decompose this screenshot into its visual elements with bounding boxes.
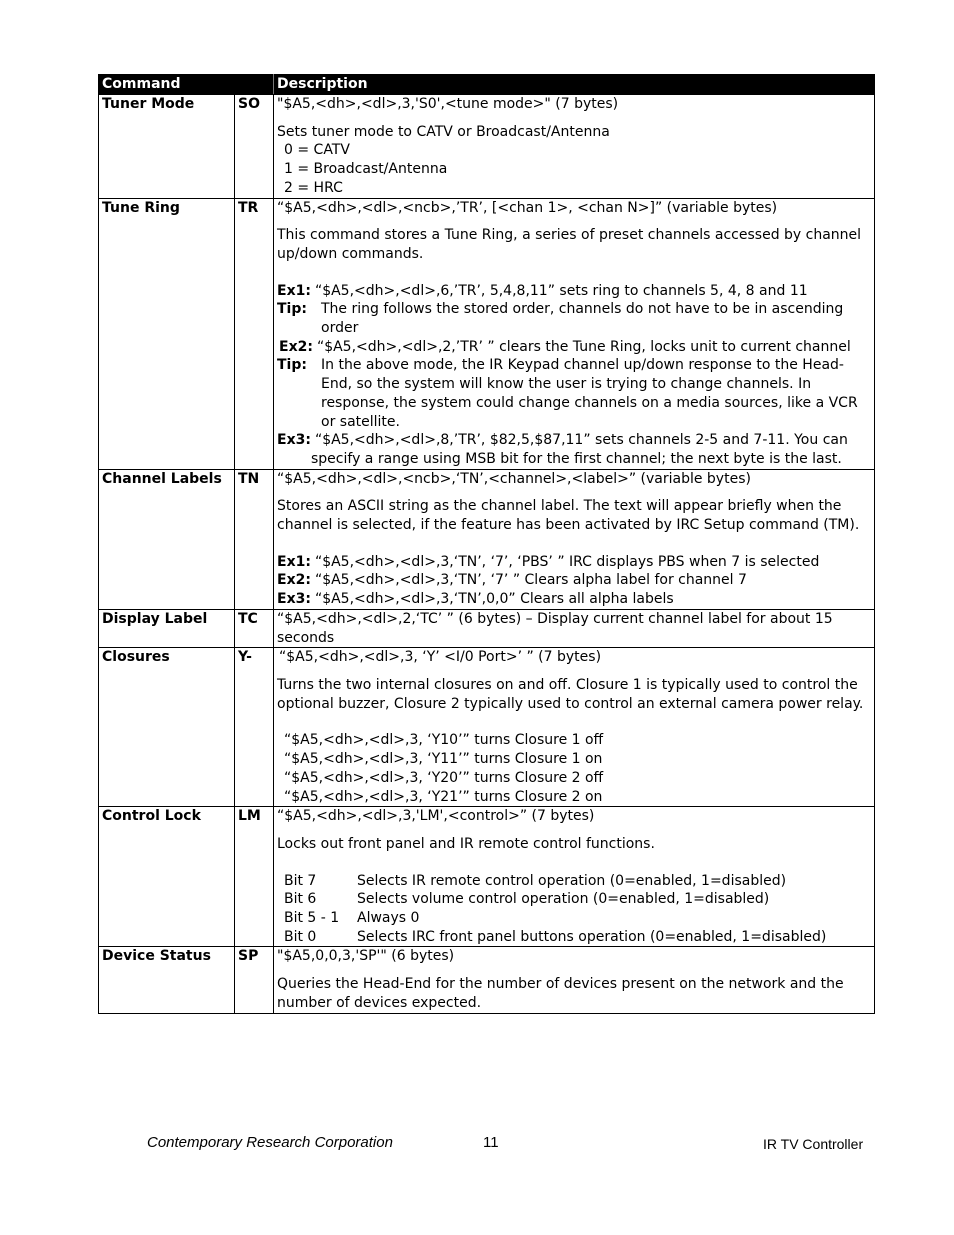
bit-label: Bit 0 [284, 928, 317, 945]
table-row [99, 469, 875, 609]
header-description: Description [274, 75, 875, 95]
closure-command: “$A5,<dh>,<dl>,3, ‘Y20’” turns Closure 2 off [284, 769, 604, 786]
description-text: Sets tuner mode to CATV or Broadcast/Antenna [277, 123, 610, 140]
table-row [99, 648, 875, 807]
example-3 [277, 431, 871, 450]
description-text: Queries the Head-End for the number of devices present on the network and the number of devices expected. [277, 976, 844, 1011]
table-row [99, 807, 875, 947]
command-description [274, 609, 875, 647]
tip-text: The ring follows the stored order, channels do not have to be in ascending order [321, 301, 844, 337]
header-command: Command [99, 75, 235, 95]
page-number: 11 [483, 1134, 499, 1151]
bit-text: Selects IRC front panel buttons operation (0=enabled, 1=disabled) [357, 928, 827, 945]
command-name: Tune Ring [99, 198, 235, 469]
example-text: “$A5,<dh>,<dl>,2,’TR’ ” clears the Tune Ring, locks unit to current channel [316, 338, 851, 355]
table-row [99, 95, 875, 199]
footer-company: Contemporary Research Corporation [147, 1134, 393, 1151]
example-text: “$A5,<dh>,<dl>,3,‘TN’, ‘7’, ‘PBS’ ” IRC displays PBS when 7 is selected [314, 553, 820, 570]
tip-2 [277, 356, 871, 431]
bit-text: Selects volume control operation (0=enabled, 1=disabled) [357, 891, 770, 908]
example-continuation: specify a range using MSB bit for the first channel; the next byte is the last. [311, 450, 842, 467]
command-description [274, 469, 875, 609]
example-text: “$A5,<dh>,<dl>,6,’TR’, 5,4,8,11” sets ring to channels 5, 4, 8 and 11 [314, 282, 808, 299]
example-2 [277, 338, 871, 357]
closure-command: “$A5,<dh>,<dl>,3, ‘Y10’” turns Closure 1 off [284, 732, 604, 749]
command-code: SO [235, 95, 274, 199]
table-row [99, 947, 875, 1013]
example-label: Ex3: [277, 591, 311, 608]
bit-label: Bit 6 [284, 891, 317, 908]
footer-product: IR TV Controller [763, 1136, 864, 1152]
header-code [235, 75, 274, 95]
tip-1 [277, 300, 871, 337]
closure-command: “$A5,<dh>,<dl>,3, ‘Y11’” turns Closure 1 on [284, 751, 603, 768]
example-label: Ex3: [277, 432, 311, 449]
command-name: Control Lock [99, 807, 235, 947]
command-code: Y- [235, 648, 274, 807]
closure-command: “$A5,<dh>,<dl>,3, ‘Y21’” turns Closure 2 on [284, 788, 603, 805]
command-name: Channel Labels [99, 469, 235, 609]
example-text: “$A5,<dh>,<dl>,3,‘TN’, ‘7’ ” Clears alpha label for channel 7 [314, 572, 747, 589]
example-1 [277, 282, 871, 301]
bit-row [277, 890, 871, 909]
example-text: “$A5,<dh>,<dl>,3,‘TN’,0,0” Clears all alpha labels [314, 591, 674, 608]
command-syntax: “$A5,<dh>,<dl>,<ncb>,’TR’, [<chan 1>, <chan N>]” (variable bytes) [277, 199, 778, 216]
table-header-row [99, 75, 875, 95]
command-syntax: “$A5,<dh>,<dl>,2,‘TC’ ” (6 bytes) – Display current channel label for about 15 seconds [277, 610, 833, 646]
command-name: Display Label [99, 609, 235, 647]
example-1 [277, 553, 871, 572]
example-text: “$A5,<dh>,<dl>,8,’TR’, $82,5,$87,11” sets channels 2-5 and 7-11. You can [314, 432, 848, 449]
tip-label: Tip: [277, 357, 307, 374]
command-description [274, 947, 875, 1013]
command-syntax: "$A5,0,0,3,'SP'" (6 bytes) [277, 948, 455, 965]
command-name: Device Status [99, 947, 235, 1013]
command-name: Closures [99, 648, 235, 807]
bit-label: Bit 5 - 1 [284, 910, 340, 927]
example-3 [277, 590, 871, 609]
table-row [99, 609, 875, 647]
command-code: LM [235, 807, 274, 947]
command-description [274, 198, 875, 469]
command-table [98, 74, 875, 1014]
command-name: Tuner Mode [99, 95, 235, 199]
option-item: 2 = HRC [284, 179, 343, 196]
command-syntax: “$A5,<dh>,<dl>,3,'LM',<control>” (7 bytes) [277, 808, 595, 825]
bit-text: Always 0 [357, 910, 420, 927]
description-text: Turns the two internal closures on and off. Closure 1 is typically used to control the optional buzzer, Closure 2 typically used to control an external camera power relay. [277, 676, 864, 712]
description-text: Locks out front panel and IR remote control functions. [277, 835, 655, 852]
command-syntax: "$A5,<dh>,<dl>,3,'S0',<tune mode>" (7 bytes) [277, 96, 619, 112]
tip-text: In the above mode, the IR Keypad channel up/down response to the Head-End, so the system will know the user is trying to change channels. In response, the system could change channels on a media sources, like a VCR or satellite. [321, 357, 858, 430]
option-item: 1 = Broadcast/Antenna [284, 161, 448, 178]
command-syntax: “$A5,<dh>,<dl>,<ncb>,‘TN’,<channel>,<label>” (variable bytes) [277, 470, 751, 487]
description-text: Stores an ASCII string as the channel label. The text will appear briefly when the channel is selected, if the feature has been activated by IRC Setup command (TM). [277, 498, 860, 534]
example-label: Ex2: [279, 338, 313, 355]
example-2 [277, 571, 871, 590]
command-description [274, 648, 875, 807]
example-label: Ex1: [277, 553, 311, 570]
bit-row [277, 928, 871, 947]
command-code: TN [235, 469, 274, 609]
table-row [99, 198, 875, 469]
command-code: TR [235, 198, 274, 469]
bit-text: Selects IR remote control operation (0=enabled, 1=disabled) [357, 872, 787, 889]
example-label: Ex1: [277, 282, 311, 299]
option-item: 0 = CATV [284, 142, 350, 159]
command-syntax: “$A5,<dh>,<dl>,3, ‘Y’ <I/0 Port>’ ” (7 bytes) [279, 649, 602, 666]
command-description [274, 95, 875, 199]
command-description [274, 807, 875, 947]
example-label: Ex2: [277, 572, 311, 589]
bit-label: Bit 7 [284, 872, 317, 889]
bit-row [277, 872, 871, 891]
tip-label: Tip: [277, 301, 307, 318]
description-text: This command stores a Tune Ring, a series of preset channels accessed by channel up/down commands. [277, 227, 862, 262]
command-code: TC [235, 609, 274, 647]
bit-row [277, 909, 871, 928]
command-code: SP [235, 947, 274, 1013]
